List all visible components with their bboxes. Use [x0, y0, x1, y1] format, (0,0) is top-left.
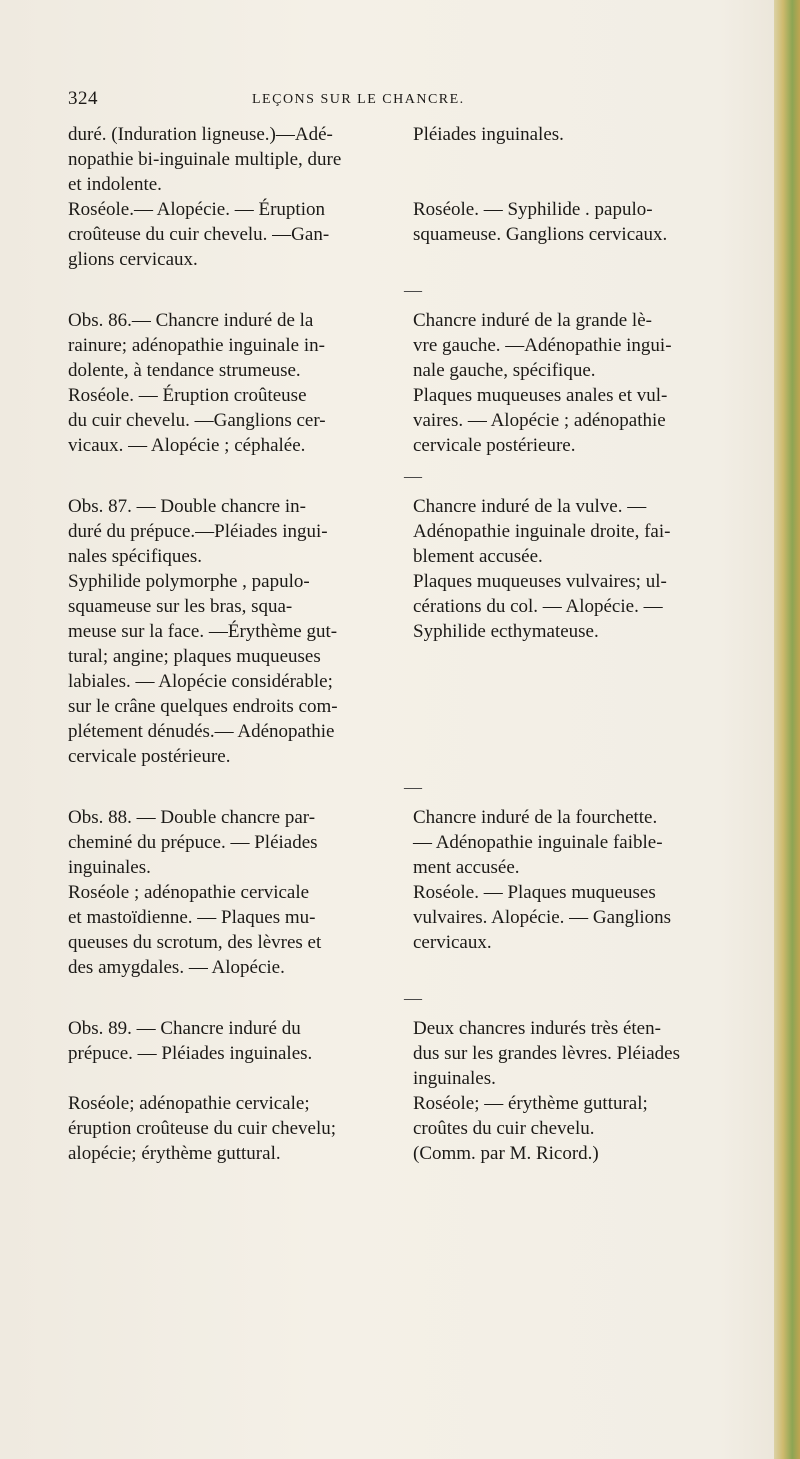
text-line: vulvaires. Alopécie. — Ganglions	[413, 907, 672, 928]
text-line: Plaques muqueuses vulvaires; ul-	[413, 571, 667, 592]
text-line: Roséole; adénopathie cervicale;	[68, 1093, 310, 1114]
text-line: inguinales.	[68, 857, 151, 878]
text-line: Pléiades inguinales.	[413, 124, 564, 145]
observation-block	[68, 308, 758, 458]
text-line: Roséole. — Syphilide . papulo-	[413, 199, 653, 220]
text-line: cheminé du prépuce. — Pléiades	[68, 832, 318, 853]
text-line: blement accusée.	[413, 546, 543, 567]
text-line: meuse sur la face. —Érythème gut-	[68, 621, 338, 642]
observation-block	[68, 1016, 758, 1166]
left-column	[68, 805, 413, 980]
text-line: glions cervicaux.	[68, 249, 198, 270]
left-column	[68, 122, 413, 272]
text-line: et mastoïdienne. — Plaques mu-	[68, 907, 316, 928]
text-line: prépuce. — Pléiades inguinales.	[68, 1043, 313, 1064]
text-line	[68, 1066, 413, 1091]
text-line: plétement dénudés.— Adénopathie	[68, 721, 335, 742]
text-line: squameuse. Ganglions cervicaux.	[413, 224, 668, 245]
text-line: nopathie bi-inguinale multiple, dure	[68, 149, 342, 170]
text-line: ment accusée.	[413, 857, 520, 878]
section-separator: —	[404, 466, 422, 486]
text-line: Syphilide ecthymateuse.	[413, 621, 599, 642]
text-line: Syphilide polymorphe , papulo-	[68, 571, 310, 592]
text-line: queuses du scrotum, des lèvres et	[68, 932, 322, 953]
text-line: alopécie; érythème guttural.	[68, 1143, 281, 1164]
right-column	[413, 494, 758, 769]
page-number: 324	[68, 88, 98, 109]
text-line: du cuir chevelu. —Ganglions cer-	[68, 410, 326, 431]
right-column	[413, 122, 758, 272]
section-separator: —	[404, 777, 422, 797]
text-line: — Adénopathie inguinale faible-	[413, 832, 663, 853]
text-line: cervicale postérieure.	[68, 746, 231, 767]
text-line: vre gauche. —Adénopathie ingui-	[413, 335, 672, 356]
text-line: Roséole.— Alopécie. — Éruption	[68, 199, 325, 220]
observation-block	[68, 805, 758, 980]
right-column	[413, 308, 758, 458]
text-line: et indolente.	[68, 174, 162, 195]
text-line: Obs. 88. — Double chancre par-	[68, 807, 316, 828]
text-line: nales spécifiques.	[68, 546, 203, 567]
text-line: vicaux. — Alopécie ; céphalée.	[68, 435, 306, 456]
text-line: Chancre induré de la vulve. —	[413, 496, 647, 517]
text-line: Roséole. — Plaques muqueuses	[413, 882, 656, 903]
text-line: dus sur les grandes lèvres. Pléiades	[413, 1043, 680, 1064]
text-line: cérations du col. — Alopécie. —	[413, 596, 663, 617]
section-separator: —	[404, 280, 422, 300]
text-line: Chancre induré de la grande lè-	[413, 310, 652, 331]
section-separator: —	[404, 988, 422, 1008]
text-line: Chancre induré de la fourchette.	[413, 807, 658, 828]
text-line: rainure; adénopathie inguinale in-	[68, 335, 325, 356]
text-line: éruption croûteuse du cuir chevelu;	[68, 1118, 337, 1139]
text-line: Plaques muqueuses anales et vul-	[413, 385, 668, 406]
text-line: labiales. — Alopécie considérable;	[68, 671, 333, 692]
text-line: vaires. — Alopécie ; adénopathie	[413, 410, 666, 431]
text-line: croûteuse du cuir chevelu. —Gan-	[68, 224, 330, 245]
text-line: (Comm. par M. Ricord.)	[413, 1143, 599, 1164]
two-column-text	[68, 122, 758, 1166]
text-line: dolente, à tendance strumeuse.	[68, 360, 301, 381]
text-line: Deux chancres indurés très éten-	[413, 1018, 661, 1039]
text-line: duré du prépuce.—Pléiades ingui-	[68, 521, 328, 542]
left-column	[68, 308, 413, 458]
running-title: LEÇONS SUR LE CHANCRE.	[252, 92, 465, 107]
text-line: cervicale postérieure.	[413, 435, 576, 456]
text-line: squameuse sur les bras, squa-	[68, 596, 293, 617]
text-line	[413, 172, 758, 197]
page-edge	[774, 0, 800, 1459]
text-line: cervicaux.	[413, 932, 492, 953]
text-line: Roséole; — érythème guttural;	[413, 1093, 648, 1114]
text-line: nale gauche, spécifique.	[413, 360, 596, 381]
text-line: sur le crâne quelques endroits com-	[68, 696, 338, 717]
left-column	[68, 1016, 413, 1166]
right-column	[413, 1016, 758, 1166]
right-column	[413, 805, 758, 980]
text-line: croûtes du cuir chevelu.	[413, 1118, 595, 1139]
text-line: Obs. 86.— Chancre induré de la	[68, 310, 314, 331]
text-line	[413, 147, 758, 172]
observation-block	[68, 494, 758, 769]
text-line: duré. (Induration ligneuse.)—Adé-	[68, 124, 333, 145]
text-line: Adénopathie inguinale droite, fai-	[413, 521, 671, 542]
left-column	[68, 494, 413, 769]
text-line: tural; angine; plaques muqueuses	[68, 646, 321, 667]
text-line: inguinales.	[413, 1068, 496, 1089]
observation-block	[68, 122, 758, 272]
text-line: Obs. 87. — Double chancre in-	[68, 496, 306, 517]
text-line: des amygdales. — Alopécie.	[68, 957, 285, 978]
text-line: Obs. 89. — Chancre induré du	[68, 1018, 301, 1039]
text-line: Roséole ; adénopathie cervicale	[68, 882, 310, 903]
text-line: Roséole. — Éruption croûteuse	[68, 385, 307, 406]
